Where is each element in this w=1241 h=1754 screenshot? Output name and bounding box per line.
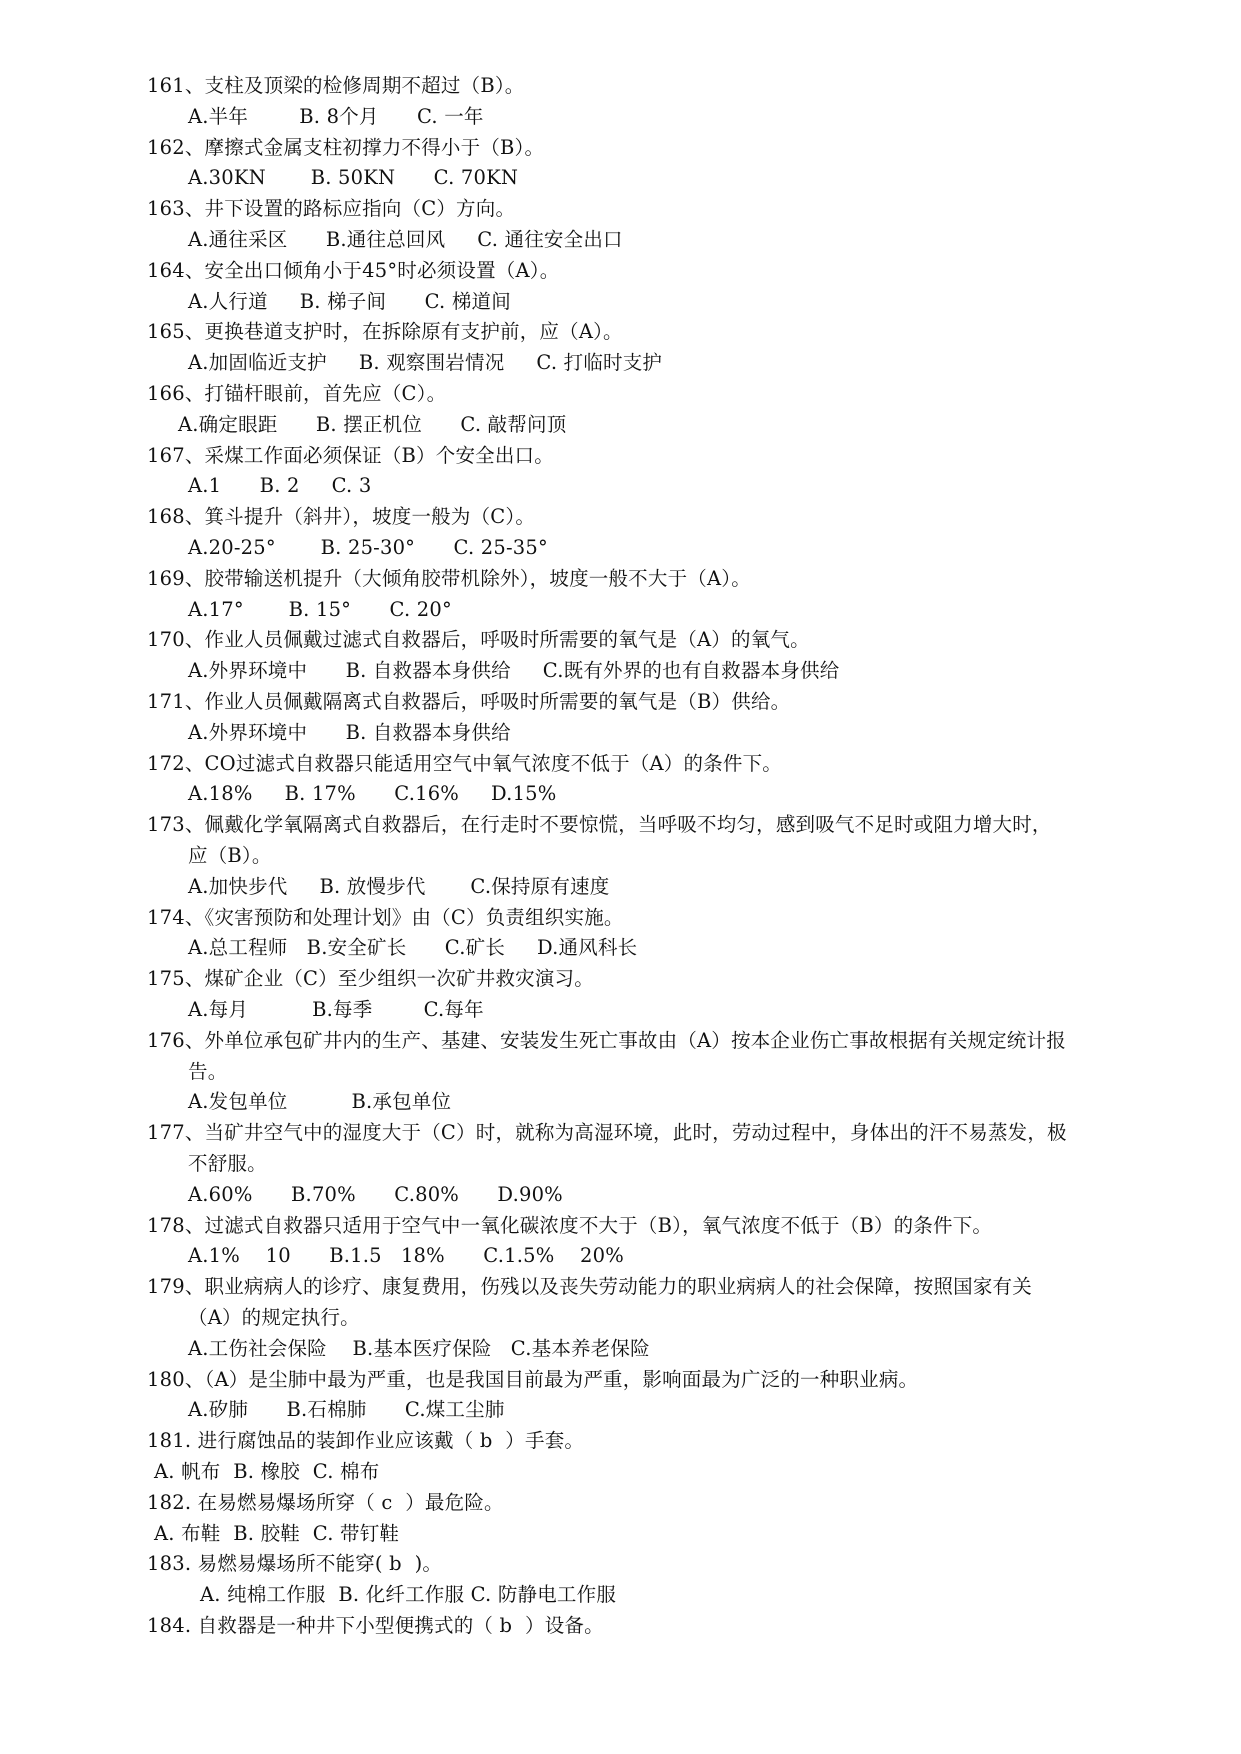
options-166: A.确定眼距 B. 摆正机位 C. 敲帮问顶 bbox=[178, 412, 567, 436]
options-167: A.1 B. 2 C. 3 bbox=[188, 474, 372, 498]
question-168: 168、箕斗提升（斜井），坡度一般为（C）。 bbox=[147, 505, 536, 529]
question-174: 174、《灾害预防和处理计划》由（C）负责组织实施。 bbox=[147, 905, 624, 929]
options-169: A.17° B. 15° C. 20° bbox=[188, 597, 452, 621]
question-177: 177、当矿井空气中的湿度大于（C）时，就称为高湿环境，此时，劳动过程中，身体出的汗不易蒸发，极 bbox=[147, 1121, 1067, 1145]
options-172: A.18% B. 17% C.16% D.15% bbox=[188, 782, 557, 806]
question-172: 172、CO过滤式自救器只能适用空气中氧气浓度不低于（A）的条件下。 bbox=[147, 751, 783, 775]
question-176: 176、外单位承包矿井内的生产、基建、安装发生死亡事故由（A）按本企业伤亡事故根据有关规定统计报 bbox=[147, 1028, 1066, 1052]
question-184: 184. 自救器是一种井下小型便携式的（ b ）设备。 bbox=[147, 1614, 604, 1637]
options-180: A.矽肺 B.石棉肺 C.煤工尘肺 bbox=[188, 1398, 505, 1422]
options-175: A.每月 B.每季 C.每年 bbox=[188, 998, 484, 1021]
options-174: A.总工程师 B.安全矿长 C.矿长 D.通风科长 bbox=[188, 936, 638, 960]
options-177: A.60% B.70% C.80% D.90% bbox=[188, 1182, 563, 1206]
question-173: 173、佩戴化学氧隔离式自救器后，在行走时不要惊慌，当呼吸不均匀，感到吸气不足时或阻力增大时， bbox=[147, 813, 1052, 837]
question-165: 165、更换巷道支护时，在拆除原有支护前，应（A）。 bbox=[147, 320, 623, 344]
options-181: A. 帆布 B. 橡胶 C. 棉布 bbox=[154, 1460, 380, 1483]
question-166: 166、打锚杆眼前，首先应（C）。 bbox=[147, 382, 447, 405]
question-171: 171、作业人员佩戴隔离式自救器后，呼吸时所需要的氧气是（B）供给。 bbox=[147, 690, 791, 713]
options-183: A. 纯棉工作服 B. 化纤工作服 C. 防静电工作服 bbox=[200, 1583, 617, 1607]
question-180: 180、（A）是尘肺中最为严重，也是我国目前最为严重，影响面最为广泛的一种职业病。 bbox=[147, 1367, 919, 1391]
question-182: 182. 在易燃易爆场所穿（ c ）最危险。 bbox=[147, 1490, 504, 1514]
options-164: A.人行道 B. 梯子间 C. 梯道间 bbox=[188, 289, 511, 313]
options-165: A.加固临近支护 B. 观察围岩情况 C. 打临时支护 bbox=[188, 351, 663, 375]
question-183: 183. 易燃易爆场所不能穿( b )。 bbox=[147, 1552, 443, 1576]
question-179: 179、职业病病人的诊疗、康复费用，伤残以及丧失劳动能力的职业病病人的社会保障，按照国家有关 bbox=[147, 1275, 1032, 1299]
question-164: 164、安全出口倾角小于45°时必须设置（A）。 bbox=[147, 258, 560, 282]
options-171: A.外界环境中 B. 自救器本身供给 bbox=[188, 720, 511, 744]
question-175: 175、煤矿企业（C）至少组织一次矿井救灾演习。 bbox=[147, 967, 594, 991]
question-176-continued: 告。 bbox=[188, 1059, 228, 1083]
question-162: 162、摩擦式金属支柱初撑力不得小于（B）。 bbox=[147, 135, 545, 159]
options-170: A.外界环境中 B. 自救器本身供给 C.既有外界的也有自救器本身供给 bbox=[188, 659, 840, 683]
question-181: 181. 进行腐蚀品的装卸作业应该戴（ b ）手套。 bbox=[147, 1429, 585, 1453]
question-178: 178、过滤式自救器只适用于空气中一氧化碳浓度不大于（B），氧气浓度不低于（B）的条件下。 bbox=[147, 1213, 993, 1237]
question-170: 170、作业人员佩戴过滤式自救器后，呼吸时所需要的氧气是（A）的氧气。 bbox=[147, 628, 810, 652]
question-179-continued: （A）的规定执行。 bbox=[188, 1306, 360, 1329]
options-173: A.加快步代 B. 放慢步代 C.保持原有速度 bbox=[188, 874, 610, 898]
options-178: A.1% 10 B.1.5 18% C.1.5% 20% bbox=[188, 1244, 624, 1268]
options-168: A.20-25° B. 25-30° C. 25-35° bbox=[188, 536, 548, 559]
question-161: 161、支柱及顶梁的检修周期不超过（B）。 bbox=[147, 74, 525, 97]
options-176: A.发包单位 B.承包单位 bbox=[188, 1090, 452, 1114]
options-182: A. 布鞋 B. 胶鞋 C. 带钉鞋 bbox=[154, 1521, 400, 1545]
options-161: A.半年 B. 8个月 C. 一年 bbox=[188, 104, 484, 128]
options-179: A.工伤社会保险 B.基本医疗保险 C.基本养老保险 bbox=[188, 1336, 650, 1360]
question-173-continued: 应（B）。 bbox=[188, 844, 272, 867]
options-162: A.30KN B. 50KN C. 70KN bbox=[188, 166, 519, 190]
question-169: 169、胶带输送机提升（大倾角胶带机除外），坡度一般不大于（A）。 bbox=[147, 566, 751, 590]
question-167: 167、采煤工作面必须保证（B）个安全出口。 bbox=[147, 443, 554, 467]
question-177-continued: 不舒服。 bbox=[188, 1152, 267, 1175]
question-163: 163、井下设置的路标应指向（C）方向。 bbox=[147, 197, 516, 221]
options-163: A.通往采区 B.通往总回风 C. 通往安全出口 bbox=[188, 228, 623, 251]
